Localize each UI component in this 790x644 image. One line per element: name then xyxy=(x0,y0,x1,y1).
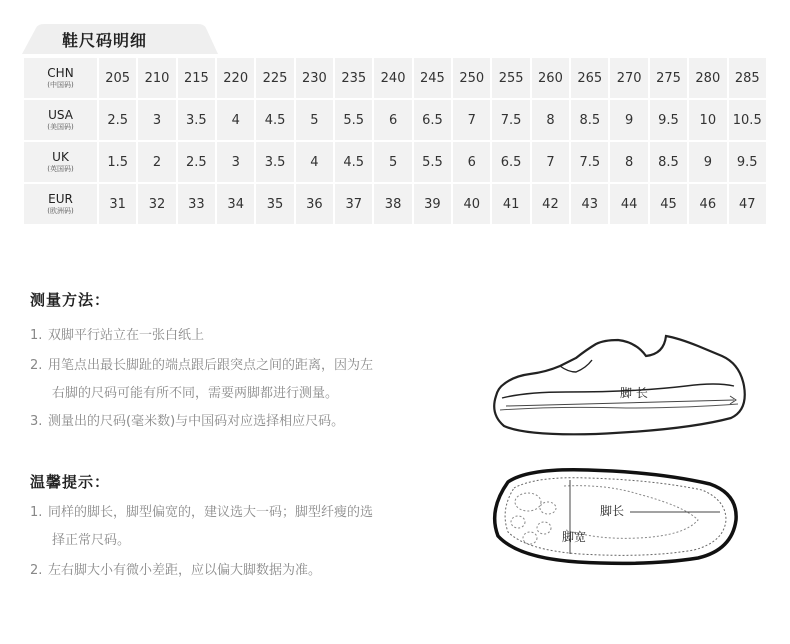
size-cell: 260 xyxy=(532,58,569,98)
row-header-label: UK xyxy=(52,150,69,164)
size-cell: 5 xyxy=(374,142,411,182)
size-cell: 270 xyxy=(610,58,647,98)
row-header-label: EUR xyxy=(48,192,73,206)
row-header xyxy=(24,58,97,98)
size-cell: 4 xyxy=(296,142,333,182)
size-cell: 3 xyxy=(217,142,254,182)
size-cell: 210 xyxy=(138,58,175,98)
size-cell: 3.5 xyxy=(178,100,215,140)
size-cell: 3 xyxy=(138,100,175,140)
size-cell: 5.5 xyxy=(335,100,372,140)
row-header xyxy=(24,100,97,140)
size-cell: 4.5 xyxy=(335,142,372,182)
size-cell: 35 xyxy=(256,184,293,224)
size-cell: 8 xyxy=(610,142,647,182)
size-cell: 9 xyxy=(689,142,726,182)
size-cell: 46 xyxy=(689,184,726,224)
measure-item-2: 2. 用笔点出最长脚趾的端点跟后跟突点之间的距离，因为左 xyxy=(30,358,374,373)
size-cell: 8 xyxy=(532,100,569,140)
title-tab xyxy=(22,24,218,54)
size-cell: 255 xyxy=(492,58,529,98)
size-cell: 225 xyxy=(256,58,293,98)
row-header xyxy=(24,184,97,224)
row-header-sublabel: (欧洲码) xyxy=(47,207,74,215)
tips-title: 温馨提示： xyxy=(30,473,111,491)
size-cell: 230 xyxy=(296,58,333,98)
measure-item-1: 1. 双脚平行站立在一张白纸上 xyxy=(30,328,205,343)
size-cell: 240 xyxy=(374,58,411,98)
size-cell: 2.5 xyxy=(99,100,136,140)
side-foot-length-label: 脚 长 xyxy=(620,386,648,400)
row-header-sublabel: (中国码) xyxy=(47,81,74,89)
size-cell: 7.5 xyxy=(492,100,529,140)
size-cell: 47 xyxy=(729,184,767,224)
size-cell: 220 xyxy=(217,58,254,98)
row-header-label: USA xyxy=(48,108,73,122)
size-cell: 8.5 xyxy=(650,142,687,182)
size-cell: 250 xyxy=(453,58,490,98)
size-cell: 2.5 xyxy=(178,142,215,182)
size-cell: 34 xyxy=(217,184,254,224)
size-cell: 6.5 xyxy=(492,142,529,182)
size-cell: 6.5 xyxy=(414,100,451,140)
measure-item-3: 3. 测量出的尺码(毫米数)与中国码对应选择相应尺码。 xyxy=(30,414,345,429)
size-cell: 7.5 xyxy=(571,142,608,182)
row-header-sublabel: (美国码) xyxy=(47,123,74,131)
size-table xyxy=(22,56,768,226)
size-row-uk xyxy=(24,142,766,182)
size-cell: 33 xyxy=(178,184,215,224)
size-cell: 10.5 xyxy=(729,100,767,140)
sole-foot-width-label: 脚宽 xyxy=(562,530,587,544)
size-row-eur xyxy=(24,184,766,224)
size-cell: 280 xyxy=(689,58,726,98)
size-cell: 9 xyxy=(610,100,647,140)
row-header-sublabel: (英国码) xyxy=(47,165,74,173)
size-cell: 37 xyxy=(335,184,372,224)
size-row-chn xyxy=(24,58,766,98)
size-cell: 44 xyxy=(610,184,647,224)
size-cell: 42 xyxy=(532,184,569,224)
tips-item-2: 2. 左右脚大小有微小差距，应以偏大脚数据为准。 xyxy=(30,563,322,578)
size-chart-title: 鞋尺码明细 xyxy=(62,31,148,50)
measure-item-2-cont: 右脚的尺码可能有所不同，需要两脚都进行测量。 xyxy=(52,386,339,401)
size-cell: 36 xyxy=(296,184,333,224)
size-cell: 9.5 xyxy=(650,100,687,140)
size-cell: 5 xyxy=(296,100,333,140)
size-cell: 7 xyxy=(453,100,490,140)
size-cell: 39 xyxy=(414,184,451,224)
size-cell: 6 xyxy=(374,100,411,140)
size-cell: 285 xyxy=(729,58,767,98)
size-cell: 235 xyxy=(335,58,372,98)
tips-item-1-cont: 择正常尺码。 xyxy=(52,533,131,548)
size-cell: 265 xyxy=(571,58,608,98)
size-cell: 2 xyxy=(138,142,175,182)
size-cell: 7 xyxy=(532,142,569,182)
size-cell: 45 xyxy=(650,184,687,224)
size-cell: 6 xyxy=(453,142,490,182)
size-cell: 5.5 xyxy=(414,142,451,182)
shoe-side-illustration xyxy=(486,326,748,442)
size-cell: 31 xyxy=(99,184,136,224)
size-cell: 1.5 xyxy=(99,142,136,182)
size-cell: 8.5 xyxy=(571,100,608,140)
size-cell: 275 xyxy=(650,58,687,98)
size-cell: 43 xyxy=(571,184,608,224)
size-row-usa xyxy=(24,100,766,140)
size-cell: 32 xyxy=(138,184,175,224)
tips-item-1: 1. 同样的脚长，脚型偏宽的，建议选大一码；脚型纤瘦的选 xyxy=(30,505,374,520)
sole-foot-length-label: 脚长 xyxy=(600,504,625,518)
size-cell: 3.5 xyxy=(256,142,293,182)
size-cell: 10 xyxy=(689,100,726,140)
size-cell: 4 xyxy=(217,100,254,140)
size-cell: 205 xyxy=(99,58,136,98)
size-cell: 40 xyxy=(453,184,490,224)
size-cell: 215 xyxy=(178,58,215,98)
size-cell: 4.5 xyxy=(256,100,293,140)
size-cell: 38 xyxy=(374,184,411,224)
size-cell: 41 xyxy=(492,184,529,224)
size-cell: 9.5 xyxy=(729,142,767,182)
size-cell: 245 xyxy=(414,58,451,98)
row-header xyxy=(24,142,97,182)
measure-title: 测量方法： xyxy=(30,291,111,309)
row-header-label: CHN xyxy=(47,66,74,80)
